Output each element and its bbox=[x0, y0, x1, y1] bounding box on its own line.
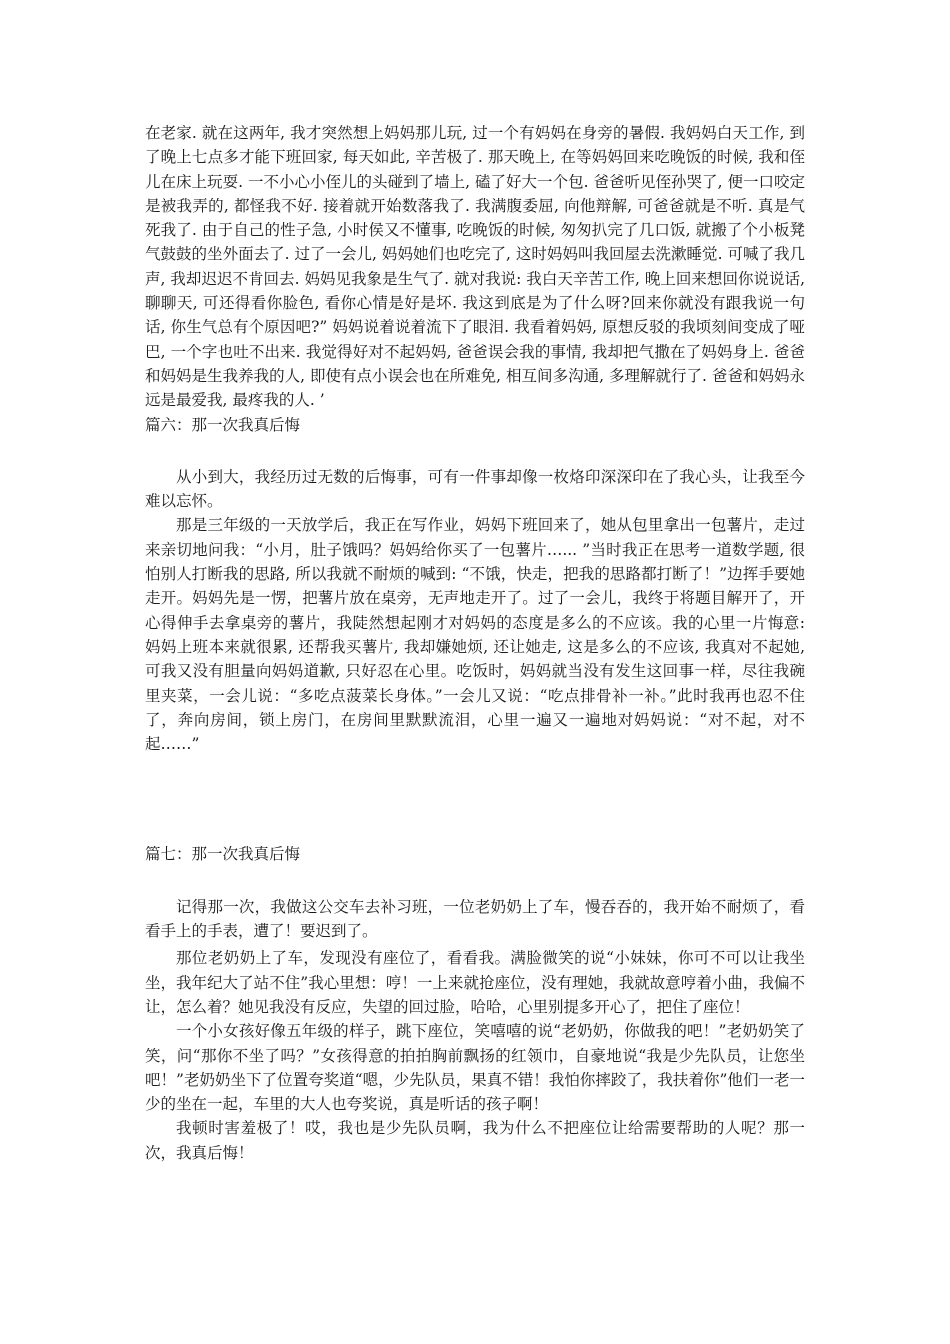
section-seven-heading: 篇七：那一次我真后悔 bbox=[145, 845, 301, 864]
section-seven-paragraph-4: 我顿时害羞极了！哎，我也是少先队员啊，我为什么不把座位让给需要帮助的人呢？那一次，我真后悔！ bbox=[145, 1119, 805, 1162]
section-seven-paragraph-1: 记得那一次，我做这公交车去补习班，一位老奶奶上了车，慢吞吞的，我开始不耐烦了，看看手上的手表，遭了！要迟到了。 bbox=[145, 897, 805, 941]
section-seven-paragraph-3: 一个小女孩好像五年级的样子，跳下座位，笑嘻嘻的说“老奶奶，你做我的吧！”老奶奶笑了笑，问“那你不坐了吗？”女孩得意的拍拍胸前飘扬的红领巾，自豪地说“我是少先队员，让您坐吧！”老奶奶坐下了位置夸奖道“嗯，少先队员，果真不错！我怕你摔跤了，我扶着你”他们一老一少的坐在一起，车里的大人也夸奖说，真是听话的孩子啊！ bbox=[145, 1022, 805, 1114]
section-six-paragraph-1: 从小到大，我经历过无数的后悔事，可有一件事却像一枚烙印深深印在了我心头，让我至今难以忘怀。 bbox=[145, 467, 805, 511]
section-six-heading: 篇六：那一次我真后悔 bbox=[145, 415, 301, 434]
section-six-paragraph-2: 那是三年级的一天放学后，我正在写作业，妈妈下班回来了，她从包里拿出一包薯片，走过来亲切地问我：“小月，肚子饿吗？妈妈给你买了一包薯片…... ”当时我正在思考一道数学题, 很怕别人打断我的思路, 所以我就不耐烦的喊到: “不饿，快走，把我的思路都打断了！”边挥手要她走开。妈妈先是一愣，把薯片放在桌旁，无声地走开了。过了一会儿，我终于将题目解开了，开心得伸手去拿桌旁的薯片，我陡然想起刚才对妈妈的态度是多么的不应该。我的心里一片悔意: 妈妈上班本来就很累, 还帮我买薯片, 我却嫌她烦, 还让她走, 这是多么的不应该, 我真对不起她, 可我又没有胆量向妈妈道歉, 只好忍在心里。吃饭时，妈妈就当没有发生这回事一样，尽往我碗里夹菜，一会儿说：“多吃点菠菜长身体。”一会儿又说：“吃点排骨补一补。”此时我再也忍不住了，奔向房间，锁上房门，在房间里默默流泪，心里一遍又一遍地对妈妈说：“对不起，对不起……” bbox=[145, 516, 805, 754]
section-seven-paragraph-2: 那位老奶奶上了车，发现没有座位了，看看我。满脸微笑的说“小妹妹，你可不可以让我坐坐，我年纪大了站不住”我心里想：哼！一上来就抢座位，没有理她，我就故意哼着小曲，我偏不让，怎么着？她见我没有反应，失望的回过脸，哈哈，心里别提多开心了，把住了座位！ bbox=[145, 949, 805, 1016]
opening-paragraph: 在老家. 就在这两年, 我才突然想上妈妈那儿玩, 过一个有妈妈在身旁的暑假. 我妈妈白天工作, 到了晚上七点多才能下班回家, 每天如此, 辛苦极了. 那天晚上, 在等妈妈回来吃晚饭的时候, 我和侄儿在床上玩耍. 一不小心小侄儿的头碰到了墙上, 磕了好大一个包. 爸爸听见侄孙哭了, 便一口咬定是被我弄的, 都怪我不好. 接着就开始数落我了. 我满腹委屈, 向他辩解, 可爸爸就是不听. 真是气死我了. 由于自己的性子急, 小时侯又不懂事, 吃晚饭的时候, 匆匆扒完了几口饭, 就搬了个小板凳气鼓鼓的坐外面去了. 过了一会儿, 妈妈她们也吃完了, 这时妈妈叫我回屋去洗漱睡觉. 可喊了我几声, 我却迟迟不肯回去. 妈妈见我象是生气了. 就对我说: 我白天辛苦工作, 晚上回来想回你说说话, 聊聊天, 可还得看你脸色, 看你心情是好是坏. 我这到底是为了什么呀?回来你就没有跟我说一句话, 你生气总有个原因吧?” 妈妈说着说着流下了眼泪. 我看着妈妈, 原想反驳的我顷刻间变成了哑巴, 一个字也吐不出来. 我觉得好对不起妈妈, 爸爸误会我的事情, 我却把气撒在了妈妈身上. 爸爸和妈妈是生我养我的人, 即使有点小误会也在所难免, 相互间多沟通, 多理解就行了. 爸爸和妈妈永远是最爱我, 最疼我的人. ’ bbox=[145, 124, 805, 410]
document-page bbox=[145, 121, 805, 1165]
